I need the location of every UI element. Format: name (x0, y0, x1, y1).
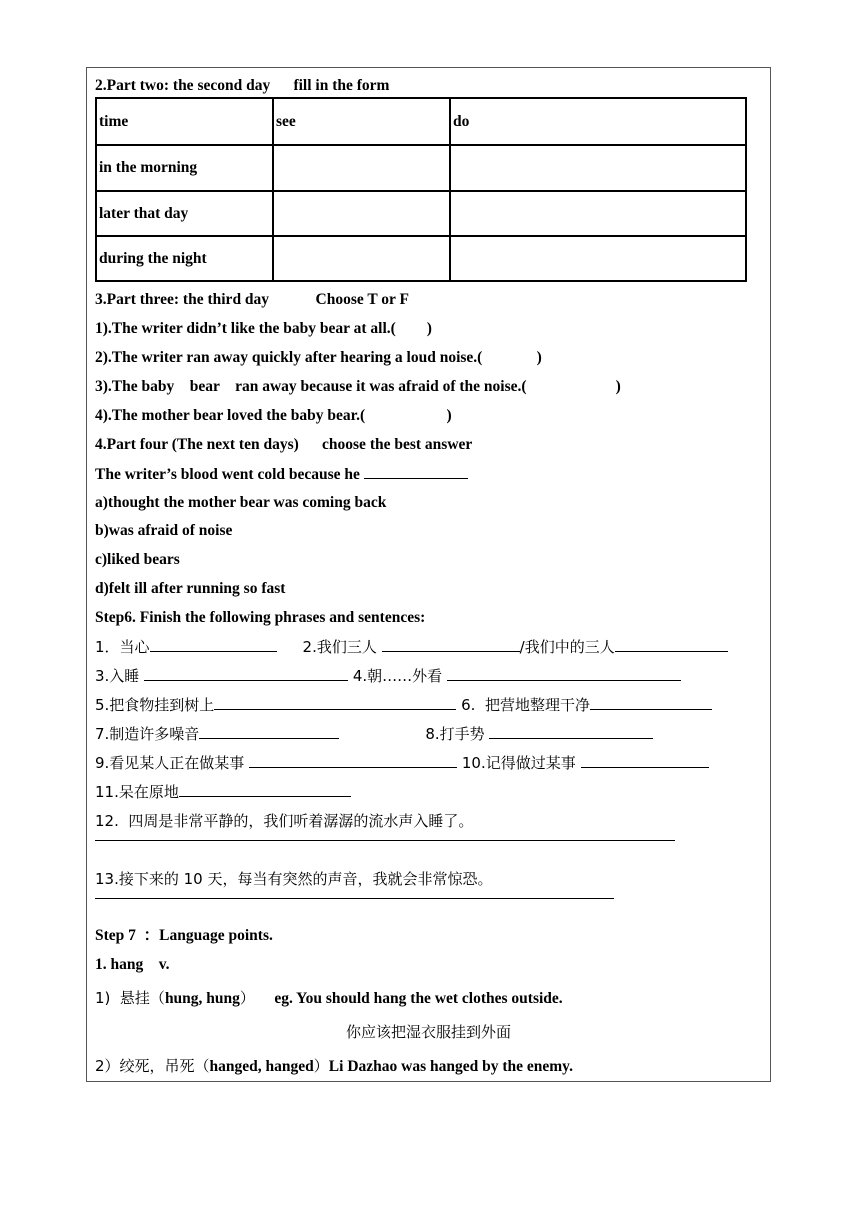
answer-blank[interactable] (581, 753, 709, 768)
mc-option: d)felt ill after running so fast (95, 580, 286, 597)
header-time: time (96, 98, 273, 145)
tf-item: 1).The writer didn’t like the baby bear at all.( ) (95, 320, 432, 337)
answer-blank[interactable] (590, 695, 712, 710)
sentence-12: 12. 四周是非常平静的，我们听着潺潺的流水声入睡了。 (95, 812, 474, 830)
answer-blank[interactable] (179, 782, 351, 797)
fill-form-table (95, 97, 747, 282)
row-label-morning: in the morning (96, 145, 273, 191)
blank-cell[interactable] (450, 145, 746, 191)
part4-heading: 4.Part four (The next ten days) choose the best answer (95, 436, 473, 453)
step6-heading: Step6. Finish the following phrases and sentences: (95, 609, 426, 626)
step7-heading: Step 7 ：Language points. (95, 927, 273, 944)
mc-question: The writer’s blood went cold because he (95, 464, 468, 485)
blank-cell[interactable] (450, 191, 746, 236)
row-label-night: during the night (96, 236, 273, 281)
answer-blank[interactable] (144, 666, 348, 681)
answer-blank[interactable] (150, 637, 277, 652)
blank-cell[interactable] (273, 145, 450, 191)
phrase-row: 3.入睡 4.朝……外看 (95, 666, 681, 686)
blank-cell[interactable] (273, 236, 450, 281)
tf-item: 2).The writer ran away quickly after hearing a loud noise.( ) (95, 349, 542, 366)
answer-blank[interactable] (447, 666, 681, 681)
sense-1: 1) 悬挂（hung, hung） eg. You should hang the wet clothes outside. (95, 989, 563, 1007)
part3-heading: 3.Part three: the third day Choose T or F (95, 291, 410, 308)
phrase-row: 5.把食物挂到树上 6. 把营地整理干净 (95, 695, 712, 715)
sense-1-translation: 你应该把湿衣服挂到外面 (345, 1023, 511, 1041)
answer-blank[interactable] (364, 464, 468, 479)
answer-blank[interactable] (199, 724, 339, 739)
answer-blank[interactable] (382, 637, 520, 652)
mc-option: c)liked bears (95, 551, 180, 568)
answer-blank[interactable] (615, 637, 728, 652)
mc-option: a)thought the mother bear was coming back (95, 494, 387, 511)
phrase-row: 7.制造许多噪音 8.打手势 (95, 724, 653, 744)
header-do: do (450, 98, 746, 145)
part2-heading: 2.Part two: the second day fill in the form (95, 77, 390, 94)
phrase-row: 9.看见某人正在做某事 10.记得做过某事 (95, 753, 709, 773)
sentence-13: 13.接下来的 10 天，每当有突然的声音，我就会非常惊恐。 (95, 870, 493, 888)
answer-blank[interactable] (214, 695, 456, 710)
vocab-word: 1. hang v. (95, 956, 170, 973)
phrase-row: 11.呆在原地 (95, 782, 351, 802)
blank-cell[interactable] (450, 236, 746, 281)
answer-blank[interactable] (489, 724, 653, 739)
mc-option: b)was afraid of noise (95, 522, 233, 539)
header-see: see (273, 98, 450, 145)
answer-line[interactable] (95, 898, 614, 899)
phrase-row: 1．当心 2.我们三人 /我们中的三人 (95, 637, 728, 657)
tf-item: 3).The baby bear ran away because it was afraid of the noise.( ) (95, 378, 621, 395)
answer-blank[interactable] (249, 753, 457, 768)
row-label-later: later that day (96, 191, 273, 236)
blank-cell[interactable] (273, 191, 450, 236)
sense-2: 2）绞死，吊死（hanged, hanged）Li Dazhao was hanged by the enemy. (95, 1057, 573, 1075)
tf-item: 4).The mother bear loved the baby bear.( ) (95, 407, 452, 424)
answer-line[interactable] (95, 840, 675, 841)
